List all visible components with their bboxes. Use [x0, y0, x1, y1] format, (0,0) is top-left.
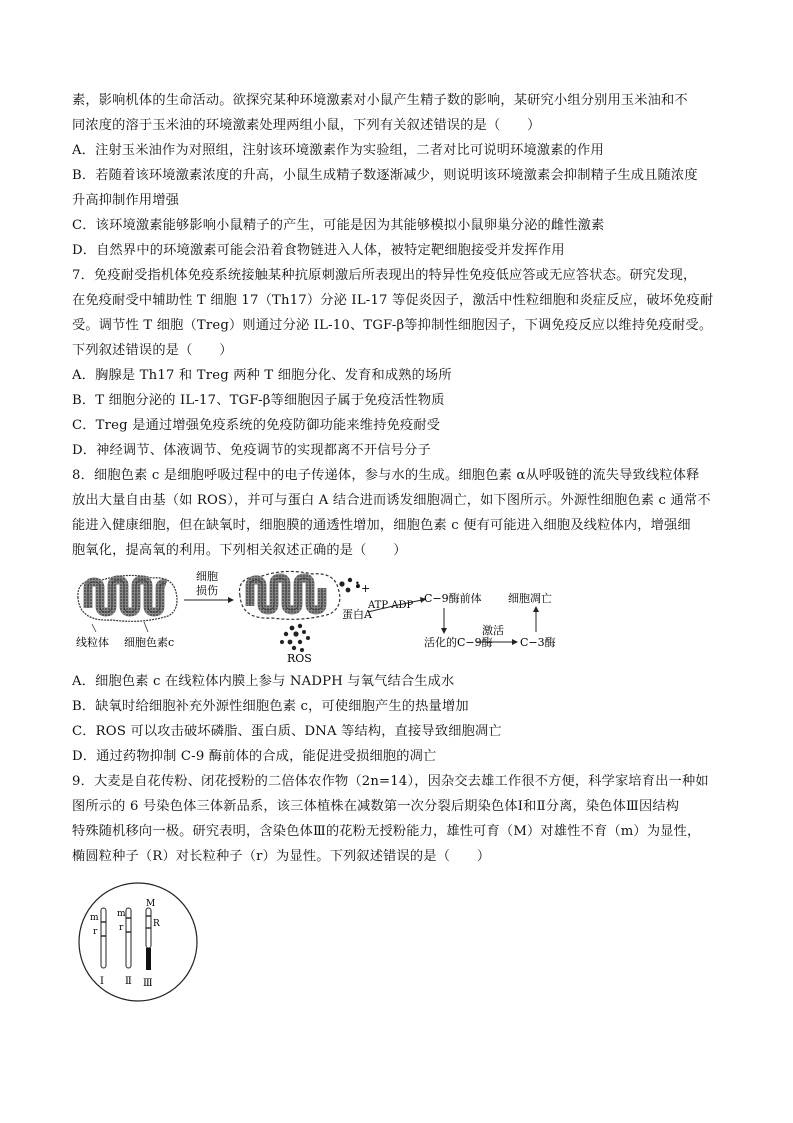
atp-adp-label: ATP ADP: [368, 600, 414, 611]
q9-line-4: 椭圆粒种子（R）对长粒种子（r）为显性。下列叙述错误的是（ ）: [72, 849, 491, 864]
q6-option-a: A．注射玉米油作为对照组，注射该环境激素作为实验组，二者对比可说明环境激素的作用: [72, 143, 604, 158]
q6-option-b-1: B．若随着该环境激素浓度的升高，小鼠生成精子数逐渐减少，则说明该环境激素会抑制精子生成且随浓度: [72, 168, 698, 183]
damage-label-1: 细胞: [196, 570, 218, 583]
c9-precursor-label: C−9酶前体: [424, 592, 482, 605]
cytc-pointer: [144, 622, 148, 632]
damaged-mitochondrion: [239, 571, 339, 619]
q8-line-1: 8．细胞色素 c 是细胞呼吸过程中的电子传递体，参与水的生成。细胞色素 α从呼吸链的流失导致线粒体释: [72, 468, 700, 483]
q9-line-2: 图所示的 6 号染色体三体新品系，该三体植株在减数第一次分裂后期染色体Ⅰ和Ⅱ分离，染色体Ⅲ因结构: [72, 799, 680, 814]
q8-option-b: B．缺氧时给细胞补充外源性细胞色素 c，可使细胞产生的热量增加: [72, 699, 469, 714]
plus-sign: +: [361, 582, 371, 595]
q7-line-2: 在免疫耐受中辅助性 T 细胞 17（Th17）分泌 IL-17 等促炎因子，激活中性粒细胞和炎症反应，破坏免疫耐: [72, 293, 714, 308]
q6-line-1: 素，影响机体的生命活动。欲探究某种环境激素对小鼠产生精子数的影响，某研究小组分别用玉米油和不: [72, 93, 688, 108]
ros-dots: [280, 624, 310, 652]
q7-line-4: 下列叙述错误的是（ ）: [72, 343, 233, 358]
mitochondria-apoptosis-diagram: [72, 566, 562, 668]
apoptosis-label: 细胞凋亡: [508, 592, 552, 605]
q8-option-d: D．通过药物抑制 C-9 酶前体的合成，能促进受损细胞的凋亡: [72, 749, 437, 764]
q7-line-1: 7．免疫耐受指机体免疫系统接触某种抗原刺激后所表现出的特异性免疫低应答或无应答状态。研究发现，: [72, 268, 697, 283]
chr1-gene-r: r: [93, 927, 98, 937]
c3-label: C−3酶: [520, 636, 556, 649]
q8-line-2: 放出大量自由基（如 ROS），并可与蛋白 A 结合进而诱发细胞凋亡，如下图所示。外源性细胞色素 c 通常不: [72, 493, 711, 508]
q7-option-a: A．胸腺是 Th17 和 Treg 两种 T 细胞分化、发育和成熟的场所: [72, 368, 452, 383]
dot-arrow: :: [355, 577, 360, 592]
chr3-gene-R: R: [153, 919, 160, 929]
chr3-label: Ⅲ: [143, 978, 153, 989]
q6-line-2: 同浓度的溶于玉米油的环境激素处理两组小鼠，下列有关叙述错误的是（ ）: [72, 118, 541, 133]
damage-label-2: 损伤: [196, 584, 218, 597]
trisomy-chromosome-diagram: [76, 880, 200, 1004]
chromosome-3: [146, 908, 151, 970]
chr1-label: Ⅰ: [100, 976, 104, 987]
protein-a-label: 蛋白A: [342, 608, 372, 621]
activated-c9-label: 活化的C−9酶: [424, 636, 493, 649]
q6-option-c: C．该环境激素能够影响小鼠精子的产生，可能是因为其能够模拟小鼠卵巢分泌的雌性激素: [72, 218, 605, 233]
q9-line-1: 9．大麦是自花传粉、闭花授粉的二倍体农作物（2n=14），因杂交去雄工作很不方便，科学家培育出一种如: [72, 774, 709, 789]
q8-line-4: 胞氧化，提高氧的利用。下列相关叙述正确的是（ ）: [72, 543, 407, 558]
chr2-label: Ⅱ: [125, 976, 132, 987]
q8-line-3: 能进入健康细胞，但在缺氧时，细胞膜的通透性增加，细胞色素 c 便有可能进入细胞及线粒体内，增强细: [72, 518, 691, 533]
mito-pointer: [92, 624, 96, 632]
q6-option-b-2: 升高抑制作用增强: [72, 193, 180, 208]
chr1-gene-m: m: [90, 913, 99, 923]
healthy-mitochondrion: [78, 575, 177, 621]
mitochondrion-label: 线粒体: [76, 636, 109, 649]
activate-label: 激活: [482, 624, 504, 637]
q7-option-d: D．神经调节、体液调节、免疫调节的实现都离不开信号分子: [72, 443, 431, 458]
q7-option-b: B．T 细胞分泌的 IL-17、TGF-β等细胞因子属于免疫活性物质: [72, 393, 445, 408]
cell-outline: [79, 883, 197, 1001]
chromosome-1: [101, 908, 106, 968]
q8-option-a: A．细胞色素 c 在线粒体内膜上参与 NADPH 与氧气结合生成水: [72, 674, 455, 689]
q8-option-c: C．ROS 可以攻击破坏磷脂、蛋白质、DNA 等结构，直接导致细胞凋亡: [72, 724, 502, 739]
chromosome-2: [126, 908, 131, 968]
chr2-gene-m: m: [117, 909, 126, 919]
q9-line-3: 特殊随机移向一极。研究表明，含染色体Ⅲ的花粉无授粉能力，雄性可育（M）对雄性不育（m）为显性，: [72, 824, 701, 839]
q6-option-d: D．自然界中的环境激素可能会沿着食物链进入人体，被特定靶细胞接受并发挥作用: [72, 243, 565, 258]
cytochrome-c-label: 细胞色素c: [124, 636, 175, 649]
chr3-gene-M: M: [146, 899, 156, 909]
ros-label: ROS: [287, 652, 312, 665]
q7-option-c: C．Treg 是通过增强免疫系统的免疫防御功能来维持免疫耐受: [72, 418, 441, 433]
chr2-gene-r: r: [119, 923, 124, 933]
q7-line-3: 受。调节性 T 细胞（Treg）则通过分泌 IL-10、TGF-β等抑制性细胞因子，下调免疫反应以维持免疫耐受。: [72, 318, 713, 333]
